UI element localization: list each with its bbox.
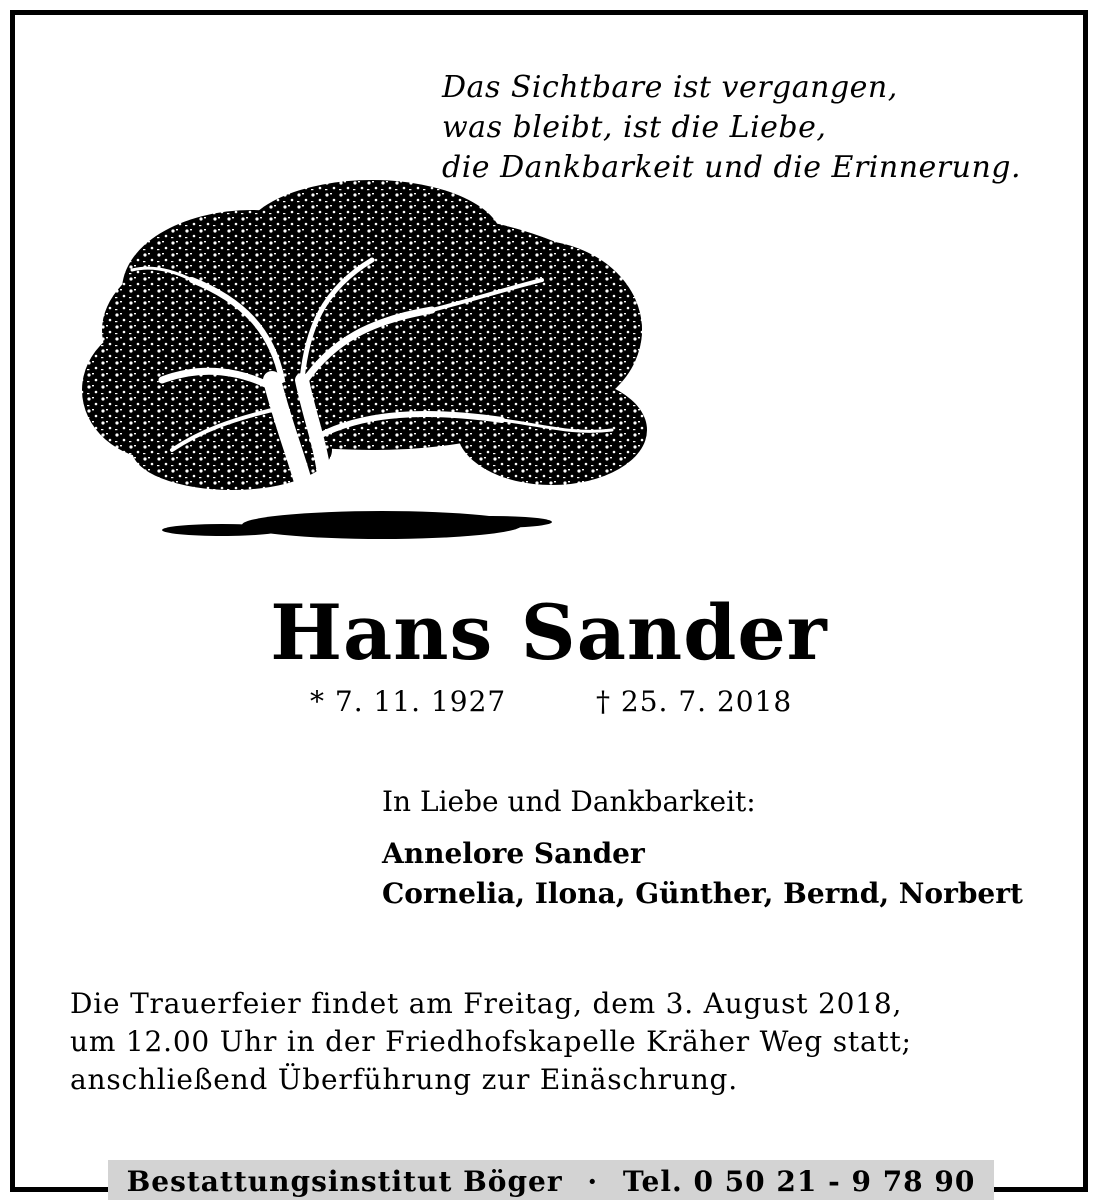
quote-line-2: was bleibt, ist die Liebe, [442,110,827,145]
funeral-home-phone: Tel. 0 50 21 - 9 78 90 [622,1165,976,1198]
birth-date: * 7. 11. 1927 [310,685,507,718]
quote-line-3: die Dankbarkeit und die Erinnerung. [442,150,1022,185]
funeral-home-footer [108,1160,994,1200]
ceremony-line-1: Die Trauerfeier findet am Freitag, dem 3. August 2018, [70,987,903,1020]
tree-illustration [72,180,652,540]
footer-separator: · [587,1165,599,1198]
death-date: † 25. 7. 2018 [596,685,793,718]
deceased-name: Hans Sander [270,588,828,677]
memorial-quote [442,68,1021,188]
ceremony-notice [70,985,1030,1099]
tree-canopy [82,180,647,490]
mourner-line-2: Cornelia, Ilona, Günther, Bernd, Norbert [382,877,1023,910]
tree-ground-shadow [162,511,552,539]
mourner-line-1: Annelore Sander [382,837,645,870]
thanks-label: In Liebe und Dankbarkeit: [382,785,756,818]
mourners-list [382,834,1023,914]
ceremony-line-3: anschließend Überführung zur Einäschrung. [70,1063,738,1096]
funeral-home-name: Bestattungsinstitut Böger [126,1165,563,1198]
quote-line-1: Das Sichtbare ist vergangen, [442,70,898,105]
ceremony-line-2: um 12.00 Uhr in der Friedhofskapelle Kräher Weg statt; [70,1025,912,1058]
